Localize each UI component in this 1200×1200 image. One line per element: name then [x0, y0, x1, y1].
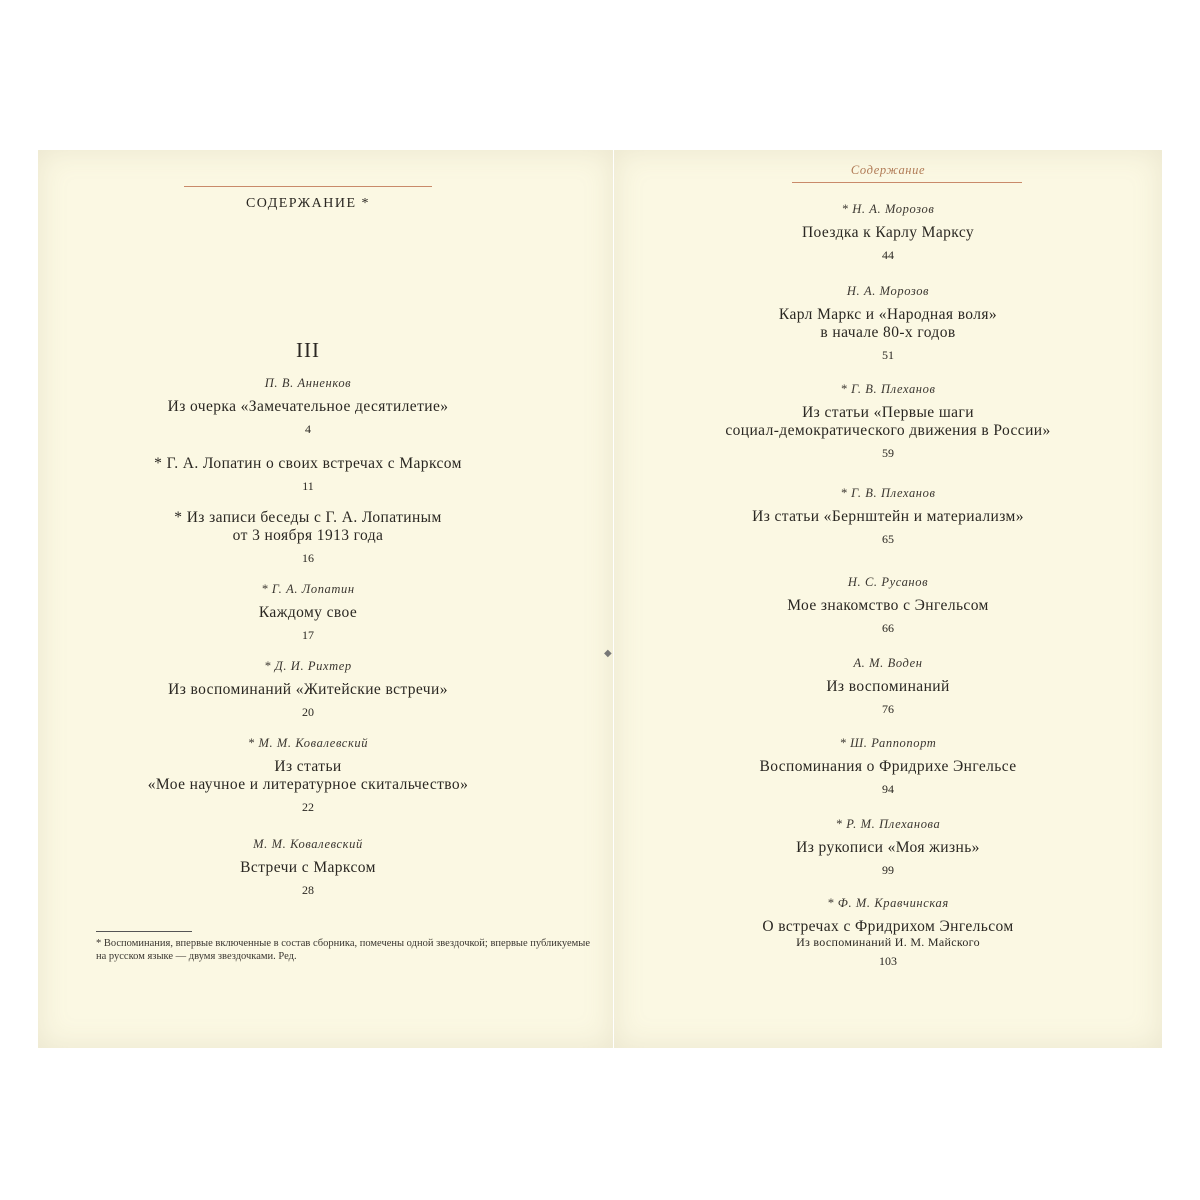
entry-title: «Мое научное и литературное скитальчество»	[147, 776, 469, 793]
contents-heading: СОДЕРЖАНИЕ *	[245, 196, 371, 211]
toc-entry	[614, 486, 1162, 546]
entry-title: Каждому свое	[258, 604, 358, 621]
entry-author: * Д. И. Рихтер	[264, 659, 352, 673]
toc-entry	[38, 659, 578, 719]
entry-title: Из воспоминаний	[826, 678, 950, 695]
entry-page: 20	[302, 705, 314, 719]
entry-page: 99	[882, 863, 894, 877]
entry-author: * Н. А. Морозов	[841, 202, 935, 216]
entry-page: 94	[882, 782, 894, 796]
entry-page: 28	[302, 883, 314, 897]
entry-title: социал-демократического движения в России»	[725, 422, 1051, 439]
entry-title: Карл Маркс и «Народная воля»	[778, 306, 998, 323]
entry-author: А. М. Воден	[853, 656, 923, 670]
footnote: * Воспоминания, впервые включенные в состав сборника, помечены одной звездочкой; впервые публикуемые на русском языке — двумя звездочками. Ред.	[96, 938, 590, 962]
entry-title: Из статьи	[274, 758, 342, 775]
entry-page: 59	[882, 446, 894, 460]
entry-page: 11	[302, 479, 314, 493]
footnote-rule	[96, 931, 192, 932]
entry-page: 17	[302, 628, 314, 642]
entry-author: Н. С. Русанов	[847, 575, 929, 589]
entry-page: 16	[302, 551, 314, 565]
entry-author: * Г. В. Плеханов	[840, 382, 936, 396]
toc-entry	[38, 837, 578, 897]
entry-page: 44	[882, 248, 894, 262]
running-head: Содержание	[850, 163, 926, 177]
entry-title: Из статьи «Первые шаги	[802, 404, 974, 421]
entry-title: * Г. А. Лопатин о своих встречах с Марксом	[154, 455, 462, 472]
entry-title: Воспоминания о Фридрихе Энгельсе	[759, 758, 1017, 775]
toc-entry	[614, 284, 1162, 362]
toc-entry	[614, 382, 1162, 460]
section-number: III	[296, 338, 320, 362]
entry-page: 22	[302, 800, 314, 814]
entry-subtitle: Из воспоминаний И. М. Майского	[796, 935, 980, 949]
entry-title: Из воспоминаний «Житейские встречи»	[168, 681, 448, 698]
entry-title: О встречах с Фридрихом Энгельсом	[762, 918, 1014, 935]
entry-author: * Ф. М. Кравчинская	[827, 896, 949, 910]
toc-entry	[614, 656, 1162, 716]
entry-title: Из рукописи «Моя жизнь»	[796, 839, 980, 856]
toc-entry	[38, 736, 578, 814]
toc-entry	[38, 376, 578, 436]
entry-author: П. В. Анненков	[264, 376, 352, 390]
left-page	[38, 150, 613, 1048]
toc-entry	[38, 582, 578, 642]
toc-entry	[38, 509, 578, 565]
entry-page: 65	[882, 532, 894, 546]
entry-page: 66	[882, 621, 894, 635]
heading-rule	[184, 186, 432, 187]
entry-page: 51	[882, 348, 894, 362]
entry-author: М. М. Ковалевский	[253, 837, 363, 851]
entry-author: * Г. А. Лопатин	[261, 582, 355, 596]
entry-title: Поездка к Карлу Марксу	[801, 224, 975, 241]
entry-author: * Г. В. Плеханов	[840, 486, 936, 500]
toc-entry	[38, 455, 578, 493]
entry-author: * Ш. Раппопорт	[839, 736, 937, 750]
right-page	[614, 150, 1162, 1048]
entry-page: 76	[882, 702, 894, 716]
entry-title: * Из записи беседы с Г. А. Лопатиным	[174, 509, 442, 526]
entry-title: Встречи с Марксом	[240, 859, 376, 876]
entry-title: Из очерка «Замечательное десятилетие»	[167, 398, 449, 415]
entry-author: Н. А. Морозов	[846, 284, 930, 298]
toc-entry	[614, 817, 1162, 877]
toc-entry	[614, 736, 1162, 796]
entry-page: 4	[305, 422, 311, 436]
entry-title: от 3 ноября 1913 года	[232, 527, 384, 544]
entry-author: * М. М. Ковалевский	[247, 736, 369, 750]
entry-title: Из статьи «Бернштейн и материализм»	[752, 508, 1024, 525]
entry-title: Мое знакомство с Энгельсом	[787, 597, 989, 614]
toc-entry	[614, 896, 1162, 968]
entry-page: 103	[879, 954, 897, 968]
running-head-rule	[792, 182, 1022, 183]
toc-entry	[614, 575, 1162, 635]
toc-entry	[614, 202, 1162, 262]
gutter-mark: ◆	[604, 648, 612, 659]
entry-title: в начале 80-х годов	[820, 324, 956, 341]
entry-author: * Р. М. Плеханова	[835, 817, 941, 831]
